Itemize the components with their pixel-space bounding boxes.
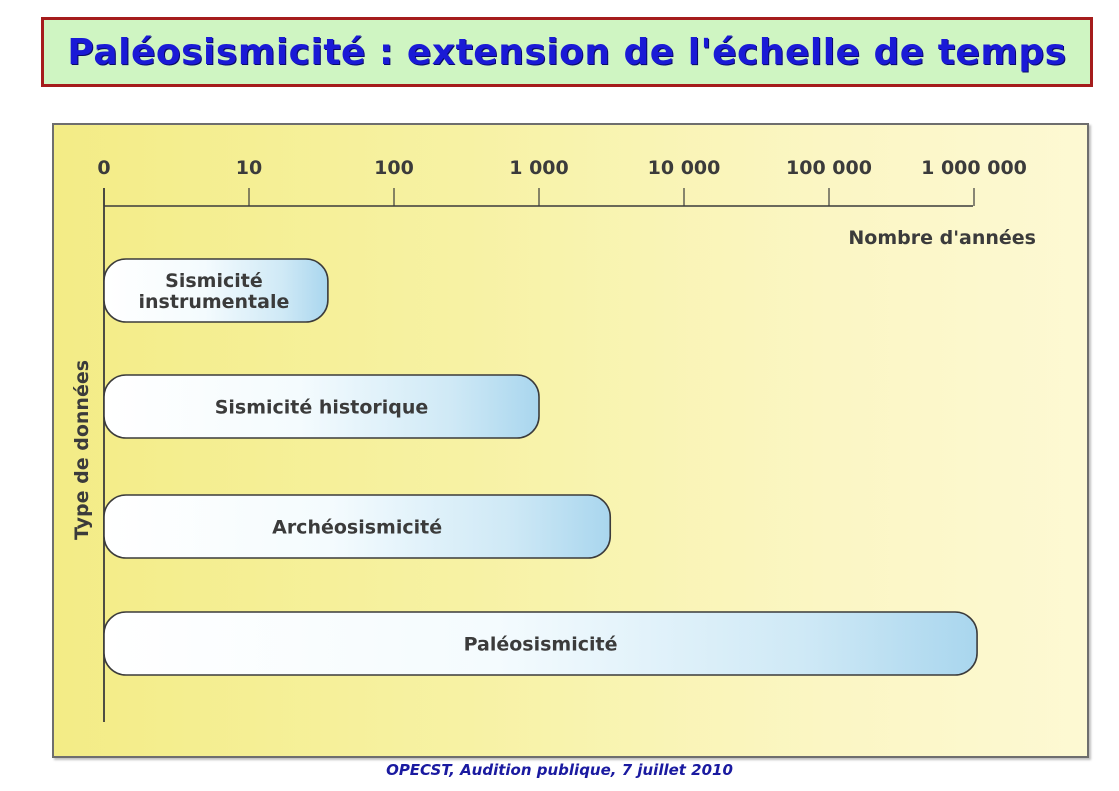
bar-label: Sismicité historique [214, 396, 429, 419]
footer-credit: OPECST, Audition publique, 7 juillet 2010 [386, 761, 733, 779]
x-tick-label: 10 000 [647, 157, 721, 179]
y-axis-label: Type de données [71, 359, 93, 541]
page-title: Paléosismicité : extension de l'échelle de temps [67, 31, 1067, 73]
x-tick-label: 1 000 000 [921, 157, 1027, 179]
x-tick-label: 10 [235, 157, 263, 179]
bar-label: instrumentale [138, 291, 290, 313]
x-tick-label: 100 000 [786, 157, 872, 179]
bar-label: Paléosismicité [463, 633, 618, 656]
bar-label: Sismicité [165, 270, 263, 292]
x-tick-label: 100 [374, 157, 414, 179]
x-tick-label: 1 000 [509, 157, 569, 179]
bar-label: Archéosismicité [272, 516, 443, 539]
x-axis-label: Nombre d'années [848, 227, 1036, 249]
x-tick-label: 0 [97, 157, 111, 179]
